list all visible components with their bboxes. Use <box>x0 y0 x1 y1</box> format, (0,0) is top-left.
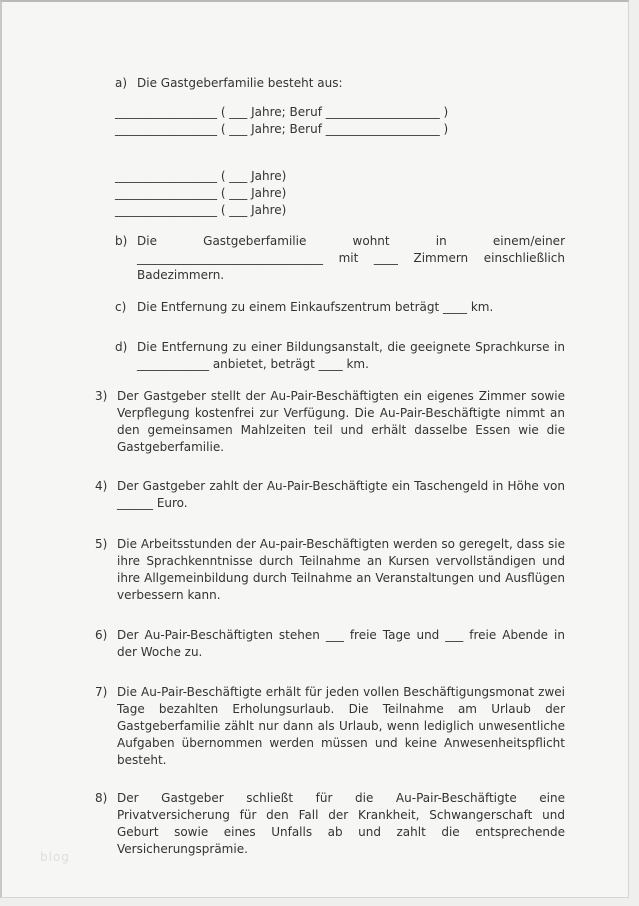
clause-b-marker: b) <box>115 234 128 248</box>
adult-blank-line: _________________ ( ___ Jahre; Beruf ___________________ ) <box>115 122 449 136</box>
child-blank-line: _________________ ( ___ Jahre) <box>115 186 287 200</box>
clause-c-marker: c) <box>115 300 127 314</box>
clause-4-marker: 4) <box>95 479 108 493</box>
contract-text <box>2 2 628 897</box>
clause-c <box>115 299 565 316</box>
clause-7-text: Die Au-Pair-Beschäftigte erhält für jeden vollen Beschäftigungsmonat zwei Tage bezahlten Erholungsurlaub. Die Teilnahme am Urlaub der Gastgeberfamilie zählt nur dann als Urlaub, wenn lediglich unwesentliche Aufgaben übernommen werden müssen und keine Anwesenheitspflicht besteht. <box>117 685 565 767</box>
clause-8-text: Der Gastgeber schließt für die Au-Pair-Beschäftigte eine Privatversicherung für den Fall der Krankheit, Schwangerschaft und Geburt sowie eines Unfalls ab und zahlt die entsprechende Versicherungsprämie. <box>117 791 565 856</box>
clause-b-text: Die Gastgeberfamilie wohnt in einem/einer _______________________________ mit ____ Zimmern einschließlich Badezimmern. <box>137 234 565 282</box>
family-adult-blanks <box>95 104 565 138</box>
clause-4-text: Der Gastgeber zahlt der Au-Pair-Beschäftigte ein Taschengeld in Höhe von ______ Euro. <box>117 479 565 510</box>
clause-4 <box>95 478 565 512</box>
clause-8 <box>95 790 565 858</box>
clause-6-text: Der Au-Pair-Beschäftigten stehen ___ freie Tage und ___ freie Abende in der Woche zu. <box>117 628 565 659</box>
clause-8-marker: 8) <box>95 791 108 805</box>
child-blank-line: _________________ ( ___ Jahre) <box>115 203 287 217</box>
child-blank-line: _________________ ( ___ Jahre) <box>115 169 287 183</box>
clause-a <box>115 75 565 92</box>
clause-5 <box>95 536 565 604</box>
adult-blank-line: _________________ ( ___ Jahre; Beruf ___________________ ) <box>115 105 449 119</box>
clause-6 <box>95 627 565 661</box>
clause-5-marker: 5) <box>95 537 108 551</box>
watermark: blog <box>40 850 70 864</box>
clause-d <box>115 339 565 373</box>
clause-3-text: Der Gastgeber stellt der Au-Pair-Beschäftigten ein eigenes Zimmer sowie Verpflegung kostenfrei zur Verfügung. Die Au-Pair-Beschäftigte nimmt an den gemeinsamen Mahlzeiten teil und erhält dasselbe Essen wie die Gastgeberfamilie. <box>117 389 565 454</box>
clause-d-text: Die Entfernung zu einer Bildungsanstalt, die geeignete Sprachkurse in ____________ anbietet, beträgt ____ km. <box>137 340 565 371</box>
clause-c-text: Die Entfernung zu einem Einkaufszentrum beträgt ____ km. <box>137 300 494 314</box>
clause-3-marker: 3) <box>95 389 108 403</box>
clause-3 <box>95 388 565 456</box>
clause-a-marker: a) <box>115 76 128 90</box>
clause-7 <box>95 684 565 769</box>
clause-b <box>115 233 565 284</box>
clause-d-marker: d) <box>115 340 128 354</box>
clause-a-text: Die Gastgeberfamilie besteht aus: <box>137 76 343 90</box>
clause-5-text: Die Arbeitsstunden der Au-pair-Beschäftigten werden so geregelt, dass sie ihre Sprachkenntnisse durch Teilnahme an Kursen vervollständigen und ihre Allgemeinbildung durch Teilnahme an Veranstaltungen und Ausflügen verbessern kann. <box>117 537 565 602</box>
clause-6-marker: 6) <box>95 628 108 642</box>
clause-7-marker: 7) <box>95 685 108 699</box>
family-child-blanks <box>95 168 565 219</box>
